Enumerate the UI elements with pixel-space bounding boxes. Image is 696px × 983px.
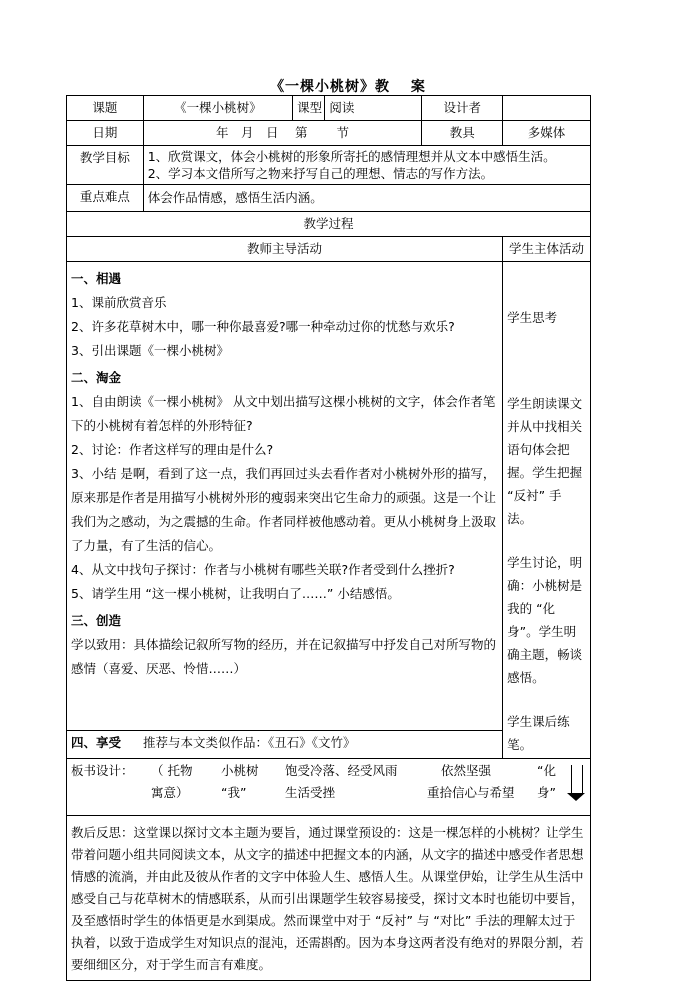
section-heading: 二、淘金 [71, 370, 122, 385]
student-activity: 学生讨论，明确：小桃树是我的 “化身”。学生明确主题，畅谈感悟。 [507, 555, 583, 685]
activity-item: 5、请学生用 “这一棵小桃树，让我明白了……” 小结感悟。 [71, 586, 400, 601]
enjoy-heading: 四、享受 [71, 735, 122, 751]
lesson-plan-table [66, 95, 591, 981]
activities-row [67, 262, 591, 731]
topic-value: 《一棵小桃树》 [143, 96, 292, 121]
activity-item: 1、自由朗读《一棵小桃树》 从文中划出描写这棵小桃树的文字，体会作者笔下的小桃树有着怎样的外形特征? [71, 394, 496, 433]
type-value: 阅读 [325, 96, 422, 121]
board-cell: “我” [221, 785, 247, 800]
enjoy-line [67, 731, 503, 759]
goals-label: 教学目标 [67, 146, 144, 185]
goal-line: 1、欣赏课文，体会小桃树的形象所寄托的感情理想并从文本中感悟生活。 [147, 149, 556, 164]
process-title: 教学过程 [67, 212, 591, 237]
goals-content [143, 146, 590, 185]
activity-item: 3、引出课题《一棵小桃树》 [71, 343, 229, 358]
process-title-row [67, 212, 591, 237]
column-head-row [67, 237, 591, 262]
activity-item: 3、小结 是啊，看到了这一点，我们再回过头去看作者对小桃树外形的描写，原来那是作者是用描写小桃树外形的瘦弱来突出它生命力的顽强。这是一个让我们为之感动，为之震撼的生命。作者同样被他感动着。更从小桃树身上汲取了力量，有了生活的信心。 [71, 466, 497, 553]
key-content: 体会作品情感，感悟生活内涵。 [143, 185, 590, 212]
board-label: 板书设计： [71, 763, 134, 778]
designer-label: 设计者 [422, 96, 503, 121]
board-cell: 身” [537, 785, 556, 800]
board-cell: 生活受挫 [285, 785, 336, 800]
key-row [67, 185, 591, 212]
enjoy-text: 推荐与本文类似作品：《丑石》《文竹》 [143, 735, 356, 751]
student-activities [503, 262, 591, 759]
board-cell: （ 托物 [151, 763, 193, 778]
board-row [67, 759, 591, 816]
board-cell: 小桃树 [221, 763, 259, 778]
activity-item: 2、讨论：作者这样写的理由是什么? [71, 442, 274, 457]
down-arrow-icon [571, 765, 583, 794]
aids-label: 教具 [422, 121, 503, 146]
teacher-activities [67, 262, 503, 731]
board-cell: 重拾信心与希望 [427, 785, 515, 800]
activity-item: 1、课前欣赏音乐 [71, 295, 167, 310]
goal-line: 2、学习本文借所写之物来抒写自己的理想、情志的写作方法。 [147, 166, 494, 181]
board-cell: 饱受冷落、经受风雨 [285, 763, 398, 778]
section-heading: 三、创造 [71, 613, 122, 628]
student-column-head: 学生主体活动 [503, 237, 591, 262]
board-cell: 依然坚强 [441, 763, 492, 778]
info-row-2 [67, 121, 591, 146]
activity-item: 学以致用：具体描绘记叙所写物的经历，并在记叙描写中抒发自己对所写物的感情（喜爱、厌恶、怜惜……） [71, 637, 497, 676]
type-label: 课型 [293, 96, 325, 121]
designer-value [503, 96, 591, 121]
date-label: 日期 [67, 121, 144, 146]
section-heading: 一、相遇 [71, 271, 122, 286]
aids-value: 多媒体 [503, 121, 591, 146]
goals-row [67, 146, 591, 185]
document-title: 《一棵小桃树》教 案 [270, 79, 426, 95]
reflection-row [67, 816, 591, 981]
activity-item: 4、从文中找句子探讨：作者与小桃树有哪些关联?作者受到什么挫折? [71, 562, 455, 577]
activity-item: 2、许多花草树木中，哪一种你最喜爱?哪一种牵动过你的忧愁与欢乐? [71, 319, 455, 334]
board-cell: “化 [537, 763, 556, 778]
board-cell: 寓意） [151, 785, 189, 800]
student-activity: 学生朗读课文并从中找相关语句体会把握。学生把握 “反衬” 手法。 [507, 396, 583, 526]
board-design [67, 759, 591, 816]
teacher-column-head: 教师主导活动 [67, 237, 503, 262]
date-value: 年 月 日 第 节 [143, 121, 422, 146]
student-activity: 学生思考 [507, 310, 558, 325]
reflection: 教后反思：这堂课以探讨文本主题为要旨，通过课堂预设的：这是一棵怎样的小桃树？让学生带着问题小组共同阅读文本，从文字的描述中把握文本的内涵，从文字的描述中感受作者思想情感的流淌，并由此及彼从作者的文字中体验人生、感悟人生。从课堂伊始，让学生从生活中感受自己与花草树木的情感联系，从而引出课题学生较容易接受，探讨文本时也能切中要旨，及至感悟时学生的体悟更是水到渠成。然而课堂中对于 “反衬” 与 “对比” 手法的理解太过于执着，以致于造成学生对知识点的混沌，还需斟酌。因为本身这两者没有绝对的界限分割，若要细细区分，对于学生而言有难度。 [67, 816, 591, 981]
topic-label: 课题 [67, 96, 144, 121]
key-label: 重点难点 [67, 185, 144, 212]
student-activity: 学生课后练笔。 [507, 714, 570, 752]
info-row-1 [67, 96, 591, 121]
